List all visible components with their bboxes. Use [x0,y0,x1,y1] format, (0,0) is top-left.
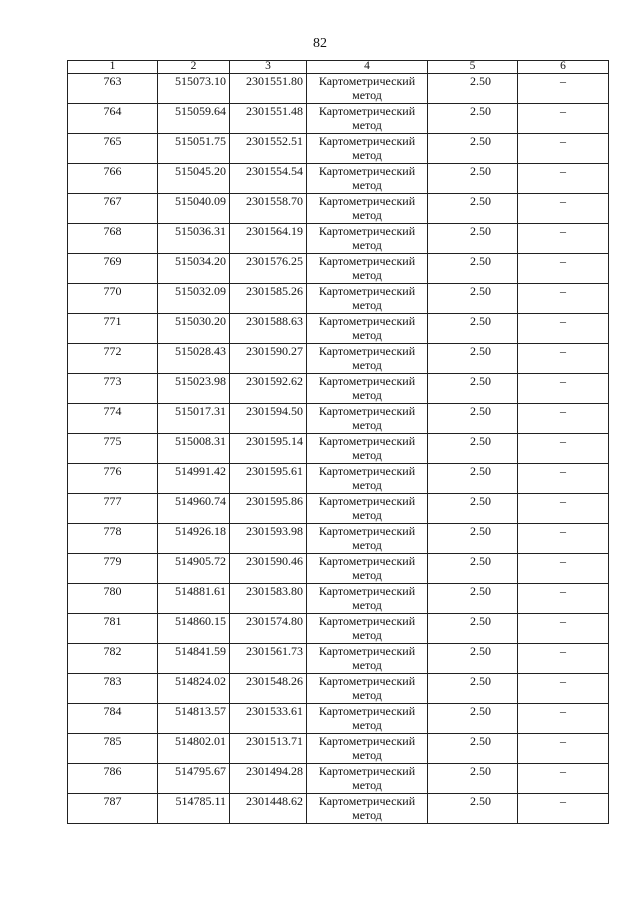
method-line-1: Картометрический [318,434,416,448]
point-number-cell: 771 [68,314,158,344]
method-line-2: метод [352,448,382,462]
note-cell: – [518,644,609,674]
y-coordinate-cell: 2301595.14 [230,434,307,464]
accuracy-cell: 2.50 [428,734,518,764]
method-line-2: метод [352,748,382,762]
accuracy-cell: 2.50 [428,194,518,224]
table-row [68,104,609,134]
method-cell [307,764,428,794]
point-number-cell: 765 [68,134,158,164]
header-row [68,61,609,74]
accuracy-cell: 2.50 [428,344,518,374]
x-coordinate-cell: 514960.74 [158,494,230,524]
x-coordinate-cell: 514802.01 [158,734,230,764]
method-cell [307,434,428,464]
method-line-2: метод [352,238,382,252]
method-line-1: Картометрический [318,764,416,778]
y-coordinate-cell: 2301590.27 [230,344,307,374]
method-line-1: Картометрический [318,224,416,238]
point-number-cell: 787 [68,794,158,824]
method-line-2: метод [352,778,382,792]
column-header-1: 1 [68,61,158,74]
note-cell: – [518,404,609,434]
accuracy-cell: 2.50 [428,614,518,644]
x-coordinate-cell: 515030.20 [158,314,230,344]
y-coordinate-cell: 2301585.26 [230,284,307,314]
note-cell: – [518,554,609,584]
method-line-1: Картометрический [318,284,416,298]
note-cell: – [518,584,609,614]
method-line-1: Картометрический [318,104,416,118]
method-line-1: Картометрический [318,644,416,658]
method-line-2: метод [352,508,382,522]
accuracy-cell: 2.50 [428,164,518,194]
column-header-4: 4 [307,61,428,74]
accuracy-cell: 2.50 [428,494,518,524]
method-cell [307,74,428,104]
method-line-1: Картометрический [318,494,416,508]
note-cell: – [518,374,609,404]
accuracy-cell: 2.50 [428,524,518,554]
accuracy-cell: 2.50 [428,464,518,494]
method-line-1: Картометрический [318,194,416,208]
method-cell [307,164,428,194]
table-row [68,194,609,224]
table-row [68,434,609,464]
y-coordinate-cell: 2301551.80 [230,74,307,104]
table-row [68,374,609,404]
x-coordinate-cell: 515023.98 [158,374,230,404]
method-cell [307,464,428,494]
method-line-2: метод [352,328,382,342]
x-coordinate-cell: 515073.10 [158,74,230,104]
method-cell [307,734,428,764]
method-line-1: Картометрический [318,554,416,568]
x-coordinate-cell: 514813.57 [158,704,230,734]
accuracy-cell: 2.50 [428,434,518,464]
method-line-2: метод [352,358,382,372]
x-coordinate-cell: 514926.18 [158,524,230,554]
point-number-cell: 781 [68,614,158,644]
method-cell [307,704,428,734]
accuracy-cell: 2.50 [428,134,518,164]
table-row [68,554,609,584]
y-coordinate-cell: 2301564.19 [230,224,307,254]
note-cell: – [518,704,609,734]
y-coordinate-cell: 2301590.46 [230,554,307,584]
method-line-2: метод [352,268,382,282]
method-cell [307,344,428,374]
point-number-cell: 786 [68,764,158,794]
table-body [68,74,609,824]
x-coordinate-cell: 515040.09 [158,194,230,224]
x-coordinate-cell: 515032.09 [158,284,230,314]
point-number-cell: 767 [68,194,158,224]
column-header-6: 6 [518,61,609,74]
method-cell [307,284,428,314]
method-line-2: метод [352,388,382,402]
note-cell: – [518,194,609,224]
method-line-2: метод [352,718,382,732]
point-number-cell: 766 [68,164,158,194]
table-row [68,584,609,614]
point-number-cell: 772 [68,344,158,374]
method-line-2: метод [352,418,382,432]
y-coordinate-cell: 2301576.25 [230,254,307,284]
x-coordinate-cell: 515045.20 [158,164,230,194]
method-cell [307,314,428,344]
point-number-cell: 784 [68,704,158,734]
method-cell [307,644,428,674]
method-line-1: Картометрический [318,704,416,718]
note-cell: – [518,74,609,104]
method-cell [307,224,428,254]
y-coordinate-cell: 2301548.26 [230,674,307,704]
x-coordinate-cell: 514795.67 [158,764,230,794]
accuracy-cell: 2.50 [428,674,518,704]
table-row [68,614,609,644]
coordinates-table [67,60,609,824]
method-cell [307,614,428,644]
y-coordinate-cell: 2301593.98 [230,524,307,554]
accuracy-cell: 2.50 [428,404,518,434]
table-row [68,764,609,794]
method-cell [307,104,428,134]
accuracy-cell: 2.50 [428,374,518,404]
point-number-cell: 773 [68,374,158,404]
method-line-2: метод [352,148,382,162]
y-coordinate-cell: 2301594.50 [230,404,307,434]
x-coordinate-cell: 514991.42 [158,464,230,494]
table-header [68,61,609,74]
accuracy-cell: 2.50 [428,584,518,614]
table-row [68,314,609,344]
accuracy-cell: 2.50 [428,104,518,134]
method-line-1: Картометрический [318,74,416,88]
method-line-2: метод [352,208,382,222]
note-cell: – [518,524,609,554]
y-coordinate-cell: 2301551.48 [230,104,307,134]
table-row [68,464,609,494]
x-coordinate-cell: 514785.11 [158,794,230,824]
y-coordinate-cell: 2301592.62 [230,374,307,404]
table-row [68,644,609,674]
y-coordinate-cell: 2301595.86 [230,494,307,524]
method-line-1: Картометрический [318,344,416,358]
table-row [68,224,609,254]
note-cell: – [518,314,609,344]
accuracy-cell: 2.50 [428,224,518,254]
method-line-2: метод [352,628,382,642]
table-row [68,704,609,734]
accuracy-cell: 2.50 [428,794,518,824]
note-cell: – [518,674,609,704]
accuracy-cell: 2.50 [428,554,518,584]
point-number-cell: 777 [68,494,158,524]
method-line-1: Картометрический [318,164,416,178]
method-line-2: метод [352,598,382,612]
note-cell: – [518,134,609,164]
method-line-1: Картометрический [318,584,416,598]
method-line-2: метод [352,178,382,192]
x-coordinate-cell: 515051.75 [158,134,230,164]
accuracy-cell: 2.50 [428,314,518,344]
point-number-cell: 764 [68,104,158,134]
method-cell [307,494,428,524]
y-coordinate-cell: 2301558.70 [230,194,307,224]
accuracy-cell: 2.50 [428,644,518,674]
accuracy-cell: 2.50 [428,74,518,104]
method-line-1: Картометрический [318,464,416,478]
y-coordinate-cell: 2301513.71 [230,734,307,764]
method-cell [307,404,428,434]
method-line-1: Картометрический [318,374,416,388]
note-cell: – [518,764,609,794]
table-row [68,344,609,374]
accuracy-cell: 2.50 [428,764,518,794]
point-number-cell: 785 [68,734,158,764]
y-coordinate-cell: 2301554.54 [230,164,307,194]
point-number-cell: 776 [68,464,158,494]
note-cell: – [518,164,609,194]
table-row [68,794,609,824]
method-cell [307,674,428,704]
method-cell [307,254,428,284]
x-coordinate-cell: 515017.31 [158,404,230,434]
y-coordinate-cell: 2301533.61 [230,704,307,734]
method-line-2: метод [352,478,382,492]
note-cell: – [518,224,609,254]
x-coordinate-cell: 515036.31 [158,224,230,254]
x-coordinate-cell: 514841.59 [158,644,230,674]
point-number-cell: 763 [68,74,158,104]
method-line-1: Картометрический [318,404,416,418]
method-line-1: Картометрический [318,524,416,538]
table-row [68,284,609,314]
method-line-1: Картометрический [318,794,416,808]
y-coordinate-cell: 2301574.80 [230,614,307,644]
point-number-cell: 782 [68,644,158,674]
note-cell: – [518,794,609,824]
note-cell: – [518,254,609,284]
point-number-cell: 779 [68,554,158,584]
method-line-1: Картометрический [318,254,416,268]
point-number-cell: 783 [68,674,158,704]
table-row [68,404,609,434]
note-cell: – [518,734,609,764]
x-coordinate-cell: 514905.72 [158,554,230,584]
page-number: 82 [313,36,327,51]
x-coordinate-cell: 514860.15 [158,614,230,644]
method-cell [307,134,428,164]
column-header-5: 5 [428,61,518,74]
table-row [68,134,609,164]
table-row [68,674,609,704]
x-coordinate-cell: 515008.31 [158,434,230,464]
y-coordinate-cell: 2301494.28 [230,764,307,794]
accuracy-cell: 2.50 [428,284,518,314]
table-row [68,524,609,554]
table-row [68,494,609,524]
method-line-2: метод [352,298,382,312]
x-coordinate-cell: 515028.43 [158,344,230,374]
point-number-cell: 775 [68,434,158,464]
method-line-2: метод [352,808,382,822]
method-line-2: метод [352,658,382,672]
y-coordinate-cell: 2301583.80 [230,584,307,614]
point-number-cell: 769 [68,254,158,284]
y-coordinate-cell: 2301595.61 [230,464,307,494]
y-coordinate-cell: 2301561.73 [230,644,307,674]
x-coordinate-cell: 514824.02 [158,674,230,704]
table-row [68,164,609,194]
method-line-2: метод [352,538,382,552]
method-line-1: Картометрический [318,674,416,688]
point-number-cell: 778 [68,524,158,554]
method-line-1: Картометрический [318,134,416,148]
table-row [68,254,609,284]
note-cell: – [518,344,609,374]
method-cell [307,194,428,224]
x-coordinate-cell: 515059.64 [158,104,230,134]
column-header-3: 3 [230,61,307,74]
method-line-1: Картометрический [318,734,416,748]
method-line-2: метод [352,118,382,132]
note-cell: – [518,464,609,494]
method-line-2: метод [352,88,382,102]
accuracy-cell: 2.50 [428,704,518,734]
x-coordinate-cell: 515034.20 [158,254,230,284]
method-line-2: метод [352,688,382,702]
table-row [68,734,609,764]
y-coordinate-cell: 2301552.51 [230,134,307,164]
note-cell: – [518,434,609,464]
note-cell: – [518,614,609,644]
method-cell [307,584,428,614]
table-row [68,74,609,104]
y-coordinate-cell: 2301448.62 [230,794,307,824]
method-line-1: Картометрический [318,314,416,328]
point-number-cell: 774 [68,404,158,434]
method-cell [307,524,428,554]
note-cell: – [518,284,609,314]
point-number-cell: 770 [68,284,158,314]
column-header-2: 2 [158,61,230,74]
point-number-cell: 780 [68,584,158,614]
x-coordinate-cell: 514881.61 [158,584,230,614]
method-line-2: метод [352,568,382,582]
method-cell [307,794,428,824]
note-cell: – [518,104,609,134]
y-coordinate-cell: 2301588.63 [230,314,307,344]
accuracy-cell: 2.50 [428,254,518,284]
point-number-cell: 768 [68,224,158,254]
note-cell: – [518,494,609,524]
method-line-1: Картометрический [318,614,416,628]
method-cell [307,554,428,584]
method-cell [307,374,428,404]
